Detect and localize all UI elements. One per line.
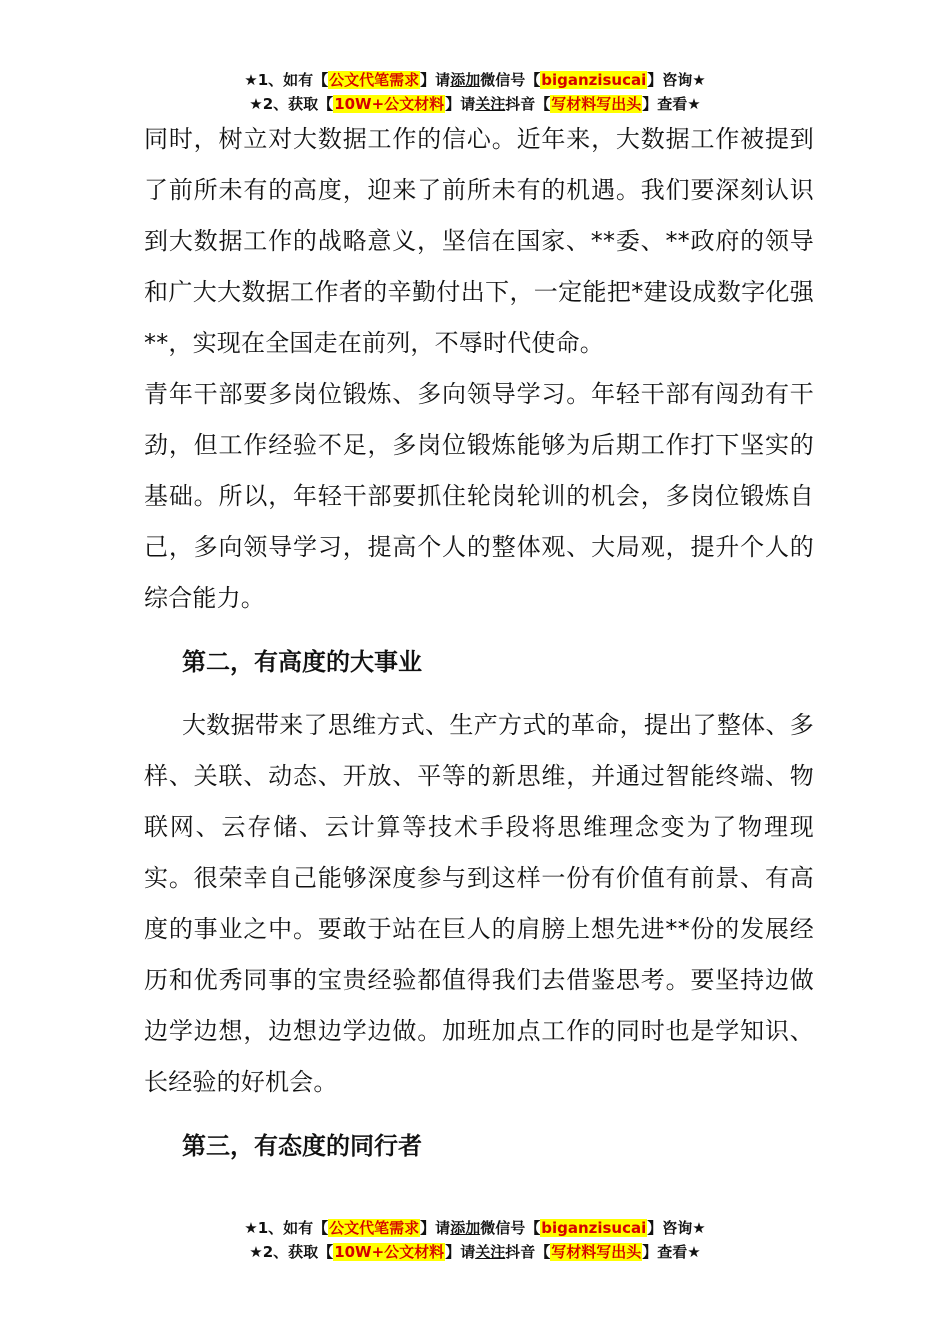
- section-heading-2: 第二，有高度的大事业: [182, 648, 422, 676]
- banner-line-1: ★1、如有【公文代笔需求】请添加微信号【biganzisucai】咨询★: [244, 1219, 706, 1237]
- paragraph-2: 青年干部要多岗位锻炼、多向领导学习。年轻干部有闯劲有干劲，但工作经验不足，多岗位锻炼能够为后期工作打下坚实的基础。所以，年轻干部要抓住轮岗轮训的机会，多岗位锻炼自己，多向领导学习，提高个人的整体观、大局观，提升个人的综合能力。: [144, 380, 814, 612]
- banner-line-2: ★2、获取【10W+公文材料】请关注抖音【写材料写出头】查看★: [249, 95, 701, 113]
- header-banner: [0, 68, 950, 116]
- section-heading-3: 第三，有态度的同行者: [182, 1132, 422, 1160]
- banner-highlight: 写材料写出头: [551, 1243, 642, 1261]
- banner-highlight: 公文代笔需求: [329, 1219, 420, 1237]
- banner-highlight: biganzisucai: [541, 1219, 647, 1237]
- paragraph-3: 大数据带来了思维方式、生产方式的革命，提出了整体、多样、关联、动态、开放、平等的新思维，并通过智能终端、物联网、云存储、云计算等技术手段将思维理念变为了物理现实。很荣幸自己能够深度参与到这样一份有价值有前景、有高度的事业之中。要敢于站在巨人的肩膀上想先进**份的发展经历和优秀同事的宝贵经验都值得我们去借鉴思考。要坚持边做边学边想，边想边学边做。加班加点工作的同时也是学知识、长经验的好机会。: [144, 711, 814, 1096]
- banner-highlight: 公文代笔需求: [329, 71, 420, 89]
- paragraph-1: 同时，树立对大数据工作的信心。近年来，大数据工作被提到了前所未有的高度，迎来了前所未有的机遇。我们要深刻认识到大数据工作的战略意义，坚信在国家、**委、**政府的领导和广大大数据工作者的辛勤付出下，一定能把*建设成数字化强**，实现在全国走在前列，不辱时代使命。: [144, 125, 814, 357]
- banner-highlight: biganzisucai: [541, 71, 647, 89]
- footer-banner: [0, 1216, 950, 1264]
- banner-line-1: ★1、如有【公文代笔需求】请添加微信号【biganzisucai】咨询★: [244, 71, 706, 89]
- banner-line-2: ★2、获取【10W+公文材料】请关注抖音【写材料写出头】查看★: [249, 1243, 701, 1261]
- banner-highlight: 10W+公文材料: [334, 95, 445, 113]
- banner-highlight: 写材料写出头: [551, 95, 642, 113]
- banner-highlight: 10W+公文材料: [334, 1243, 445, 1261]
- document-body: [144, 114, 814, 1184]
